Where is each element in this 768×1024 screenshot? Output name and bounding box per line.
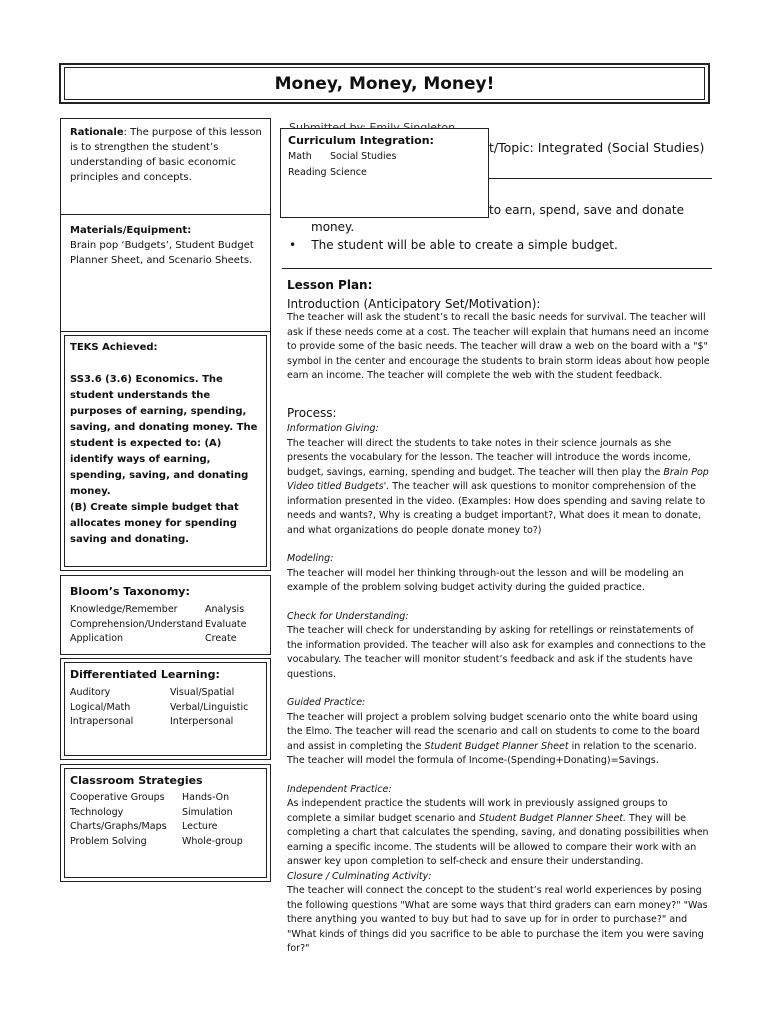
curriculum-integration-box [280,128,489,218]
lesson-plan-label: Lesson Plan: [287,278,373,292]
rationale-text: Rationale: The purpose of this lesson is to strengthen the student’s understanding of basic economic principles and concepts. [70,127,262,183]
teks-section [70,340,264,548]
modeling-heading: Modeling: [287,553,334,564]
rationale-label: Rationale [70,127,124,138]
teks-label: TEKS Achieved: [70,342,158,353]
strategies-list [70,791,264,849]
objective-line-2: • The student will be able to create a simple budget. [289,238,618,252]
closure-heading: Closure / Culminating Activity: [287,870,432,882]
list-item: Hands-On [182,792,230,803]
strategies-section [70,773,264,849]
list-item: Social Studies [330,151,397,162]
blooms-box [60,575,271,655]
list-item: Simulation [182,806,233,818]
blooms-label: Bloom’s Taxonomy: [70,585,190,598]
strategies-label: Classroom Strategies [70,774,203,787]
closure-text: The teacher will connect the concept to the student’s real world experiences by posing the following questions "What are some ways that third graders can earn money?" "Was there anything you wanted to buy but had to save up for in order to purchase?" and "What kinds of things did you sacrifice to be able to purchase the item you were saving for?" [287,885,708,954]
list-item: Charts/Graphs/Maps [70,821,167,832]
list-item: Cooperative Groups [70,792,165,803]
curriculum-label: Curriculum Integration: [288,134,434,147]
intro-heading: Introduction (Anticipatory Set/Motivation): [287,296,541,311]
list-item: Logical/Math [70,701,131,713]
materials-box [60,214,271,332]
curriculum-list [288,149,481,181]
list-item: Auditory [70,687,111,698]
blooms-section [70,584,264,647]
information-giving-text: The teacher will direct the students to take notes in their science journals as she presents the vocabulary for the lesson. The teacher will introduce the words income, budget, savings, earning, spending and budget. The teacher will then play the Brain Pop Video titled Budgets'. The teacher will ask questions to monitor comprehension of the information presented in the video. (Examples: How does spending and saving relate to needs and wants?, Why is creating a budget important?, What does it mean to donate, and what organizations do people donate money to?) [287,437,709,536]
list-item: Reading [288,167,327,178]
modeling-text: The teacher will model her thinking through-out the lesson and will be modeling an example of the problem solving budget activity during the guided practice. [287,567,684,593]
list-item: Visual/Spatial [170,687,235,698]
information-giving-heading: Information Giving: [287,423,379,434]
differentiated-label: Differentiated Learning: [70,668,220,681]
teks-box [60,331,271,571]
differentiated-list [70,686,264,730]
strategies-box [60,764,271,882]
materials-section [70,223,264,268]
independent-text: As independent practice the students will work in previously assigned groups to complete a similar budget scenario and Student Budget Planner Sheet. They will be completing a chart that calculates the spending, saving, and donating possibilities when earning a specific income. The students will be allowed to compare their work with an answer key upon completion to self-check and ensure their understanding. [287,798,709,867]
teks-text-1: SS3.6 (3.6) Economics. The student understands the purposes of earning, spending, saving, and donating money. The student is expected to: (A) identify ways of earning, spending, saving, and donating money. [70,374,258,497]
list-item: Intrapersonal [70,716,134,727]
list-item: Whole-group [182,835,243,847]
bullet-icon: • [289,238,312,252]
lesson-plan [287,278,712,957]
teks-text-2: (B) Create simple budget that allocates money for spending saving and donating. [70,502,239,545]
subject-topic: t/Topic: Integrated (Social Studies) [489,140,705,155]
list-item: Interpersonal [170,716,234,727]
check-heading: Check for Understanding: [287,610,409,622]
list-item: Application [70,633,124,644]
process-heading: Process: [287,405,337,420]
differentiated-section [70,667,264,730]
list-item: Evaluate [205,618,247,630]
page-title: Money, Money, Money! [64,67,705,100]
list-item: Math [288,151,312,162]
materials-label: Materials/Equipment: [70,225,192,236]
list-item: Analysis [205,604,245,615]
rationale-box [60,118,271,215]
materials-text: Brain pop ‘Budgets’, Student Budget Planner Sheet, and Scenario Sheets. [70,240,254,266]
objective-line-1b: money. [311,220,355,234]
guided-heading: Guided Practice: [287,697,366,708]
list-item: Verbal/Linguistic [170,701,249,713]
list-item: Comprehension/Understand [70,618,204,630]
list-item: Science [330,167,367,178]
blooms-list [70,603,264,647]
differentiated-box [60,658,271,760]
check-text: The teacher will check for understanding by asking for retellings or reinstatements of the information provided. The teacher will also ask for examples and connections to the vocabulary. The teacher will monitor student’s feedback and ask if the students have questions. [287,625,706,680]
list-item: Technology [70,806,124,818]
intro-text: The teacher will ask the student’s to recall the basic needs for survival. The teacher will ask if these needs come at a cost. The teacher will explain that humans need an income to provide some of the basic needs. The teacher will draw a web on the board with a "$" symbol in the center and encourage the students to brain storm ideas about how people earn an income. The teacher will complete the web with the student feedback. [287,312,710,381]
list-item: Knowledge/Remember [70,604,178,615]
list-item: Lecture [182,821,218,832]
independent-heading: Independent Practice: [287,783,392,795]
objective-line-1: to earn, spend, save and donate [489,203,684,217]
divider [282,268,712,269]
list-item: Problem Solving [70,835,147,847]
guided-text: The teacher will project a problem solving budget scenario onto the white board using the Elmo. The teacher will read the scenario and call on students to come to the board and assist in completing the Student Budget Planner Sheet in relation to the scenario. The teacher will model the formula of Income-(Spending+Donating)=Savings. [287,711,700,766]
list-item: Create [205,633,237,644]
